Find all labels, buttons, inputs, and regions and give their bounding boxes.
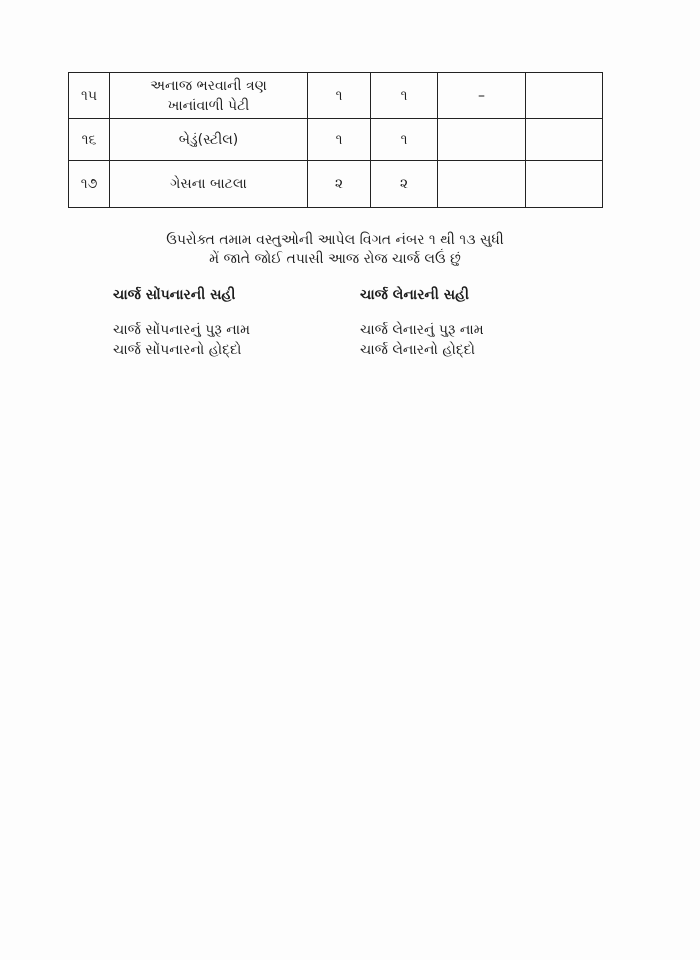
item-extra [526,119,603,161]
receiver-full-name-label: ચાર્જ લેનારનું પુરૂ નામ [360,322,484,338]
items-table [68,72,603,208]
item-quantity: ૨ [308,161,371,208]
receiver-signature-heading: ચાર્જ લેનારની સહી [360,287,470,303]
item-number: ૧૫ [69,73,110,119]
table-row [69,119,603,161]
item-name [110,73,308,119]
item-name-line: અનાજ ભરવાની ત્રણ [150,77,267,94]
item-quantity-received: ૨ [371,161,438,208]
item-number: ૧૭ [69,161,110,208]
item-name [110,119,308,161]
item-remark [438,161,526,208]
item-number: ૧૬ [69,119,110,161]
item-extra [526,73,603,119]
item-remark: – [438,73,526,119]
item-name-line: બેડું(સ્ટીલ) [178,131,239,148]
table-row [69,73,603,119]
item-extra [526,161,603,208]
giver-post-label: ચાર્જ સોંપનારનો હોદ્દો [113,342,242,358]
declaration-line-1: ઉપરોક્ત તમામ વસ્તુઓની આપેલ વિગત નંબર ૧ થી ૧૩ સુધી [166,232,504,248]
item-name [110,161,308,208]
declaration-line-2: મેં જાતે જોઈ તપાસી આજ રોજ ચાર્જ લઉં છું [209,251,461,267]
item-name-line: ખાનાંવાળી પેટી [167,97,250,114]
item-quantity-received: ૧ [371,119,438,161]
item-quantity: ૧ [308,73,371,119]
table-row [69,161,603,208]
item-quantity: ૧ [308,119,371,161]
item-name-line: ગેસના બાટલા [170,176,247,192]
item-remark [438,119,526,161]
giver-full-name-label: ચાર્જ સોંપનારનું પુરૂ નામ [113,322,250,338]
item-quantity-received: ૧ [371,73,438,119]
receiver-post-label: ચાર્જ લેનારનો હોદ્દો [360,342,475,358]
giver-signature-heading: ચાર્જ સોંપનારની સહી [113,287,236,303]
